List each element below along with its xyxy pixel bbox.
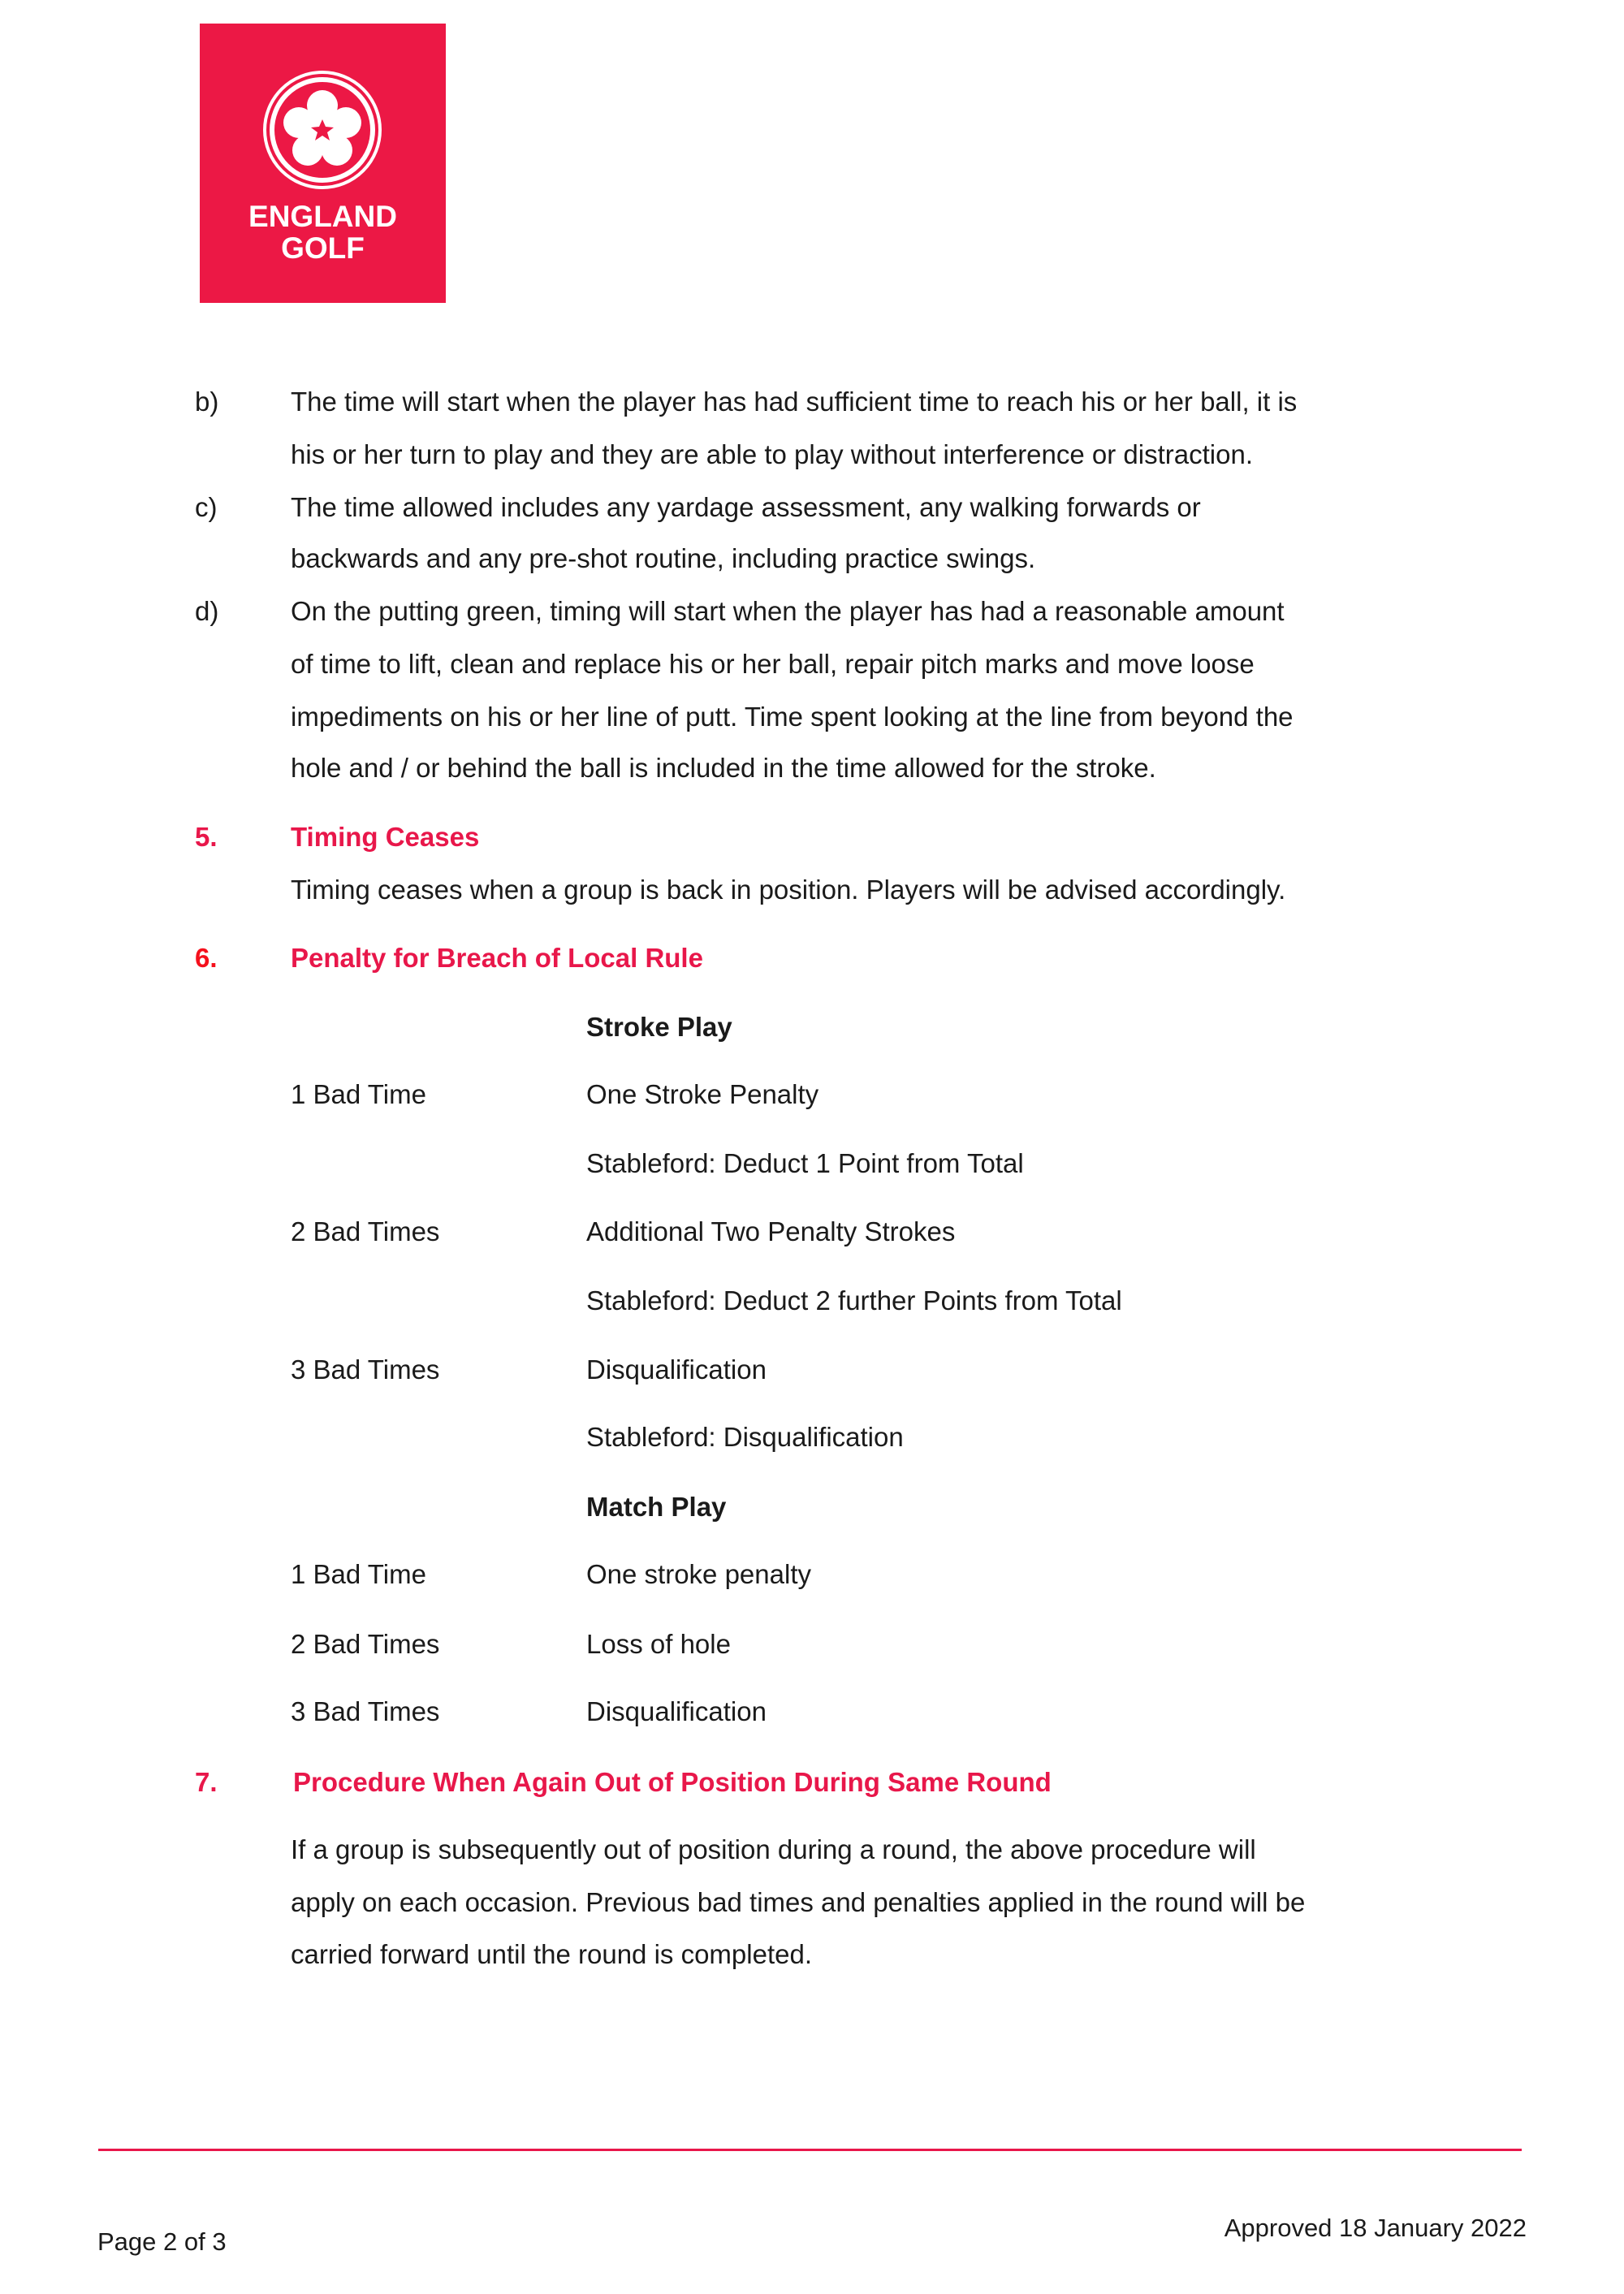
section-text-line: apply on each occasion. Previous bad times and penalties applied in the round will be — [291, 1887, 1306, 1917]
section-number: 6. — [195, 943, 218, 973]
item-text-line: impediments on his or her line of putt. Time spent looking at the line from beyond the — [291, 702, 1294, 732]
item-label: d) — [195, 596, 219, 626]
penalty-value: Additional Two Penalty Strokes — [586, 1216, 956, 1246]
item-text-line: hole and / or behind the ball is included in the time allowed for the stroke. — [291, 753, 1156, 783]
section-heading: Procedure When Again Out of Position During Same Round — [293, 1767, 1052, 1797]
penalty-value: Stableford: Disqualification — [586, 1422, 904, 1452]
match-play-heading: Match Play — [586, 1492, 727, 1522]
penalty-value: Stableford: Deduct 2 further Points from Total — [586, 1285, 1122, 1315]
section-number: 5. — [195, 822, 218, 852]
item-text-line: The time allowed includes any yardage assessment, any walking forwards or — [291, 492, 1201, 522]
penalty-times: 3 Bad Times — [291, 1696, 440, 1726]
item-text-line: The time will start when the player has had sufficient time to reach his or her ball, it is — [291, 387, 1298, 417]
logo-text-england: ENGLAND — [248, 200, 397, 233]
item-text-line: his or her turn to play and they are able to play without interference or distraction. — [291, 439, 1253, 469]
penalty-times: 2 Bad Times — [291, 1629, 440, 1659]
footer-divider — [98, 2149, 1522, 2151]
section-text: Timing ceases when a group is back in position. Players will be advised accordingly. — [291, 875, 1286, 905]
stroke-play-heading: Stroke Play — [586, 1012, 732, 1042]
section-heading: Timing Ceases — [291, 822, 480, 852]
penalty-times: 1 Bad Time — [291, 1079, 426, 1109]
item-text-line: On the putting green, timing will start when the player has had a reasonable amount — [291, 596, 1285, 626]
penalty-value: Stableford: Deduct 1 Point from Total — [586, 1148, 1024, 1178]
rose-emblem-icon — [261, 69, 383, 191]
penalty-value: One stroke penalty — [586, 1559, 811, 1589]
section-text-line: carried forward until the round is completed. — [291, 1939, 812, 1969]
item-text-line: of time to lift, clean and replace his or her ball, repair pitch marks and move loose — [291, 649, 1255, 679]
penalty-times: 1 Bad Time — [291, 1559, 426, 1589]
item-text-line: backwards and any pre-shot routine, including practice swings. — [291, 543, 1036, 573]
penalty-times: 2 Bad Times — [291, 1216, 440, 1246]
section-heading: Penalty for Breach of Local Rule — [291, 943, 703, 973]
page-number: Page 2 of 3 — [97, 2227, 227, 2256]
approved-date: Approved 18 January 2022 — [1224, 2214, 1527, 2242]
penalty-times: 3 Bad Times — [291, 1354, 440, 1385]
item-label: c) — [195, 492, 218, 522]
penalty-value: One Stroke Penalty — [586, 1079, 819, 1109]
section-text-line: If a group is subsequently out of position during a round, the above procedure will — [291, 1834, 1256, 1864]
logo-text-golf: GOLF — [281, 231, 365, 265]
penalty-value: Loss of hole — [586, 1629, 731, 1659]
penalty-value: Disqualification — [586, 1696, 767, 1726]
item-label: b) — [195, 387, 219, 417]
england-golf-logo — [200, 24, 446, 303]
section-number: 7. — [195, 1767, 218, 1797]
penalty-value: Disqualification — [586, 1354, 767, 1385]
